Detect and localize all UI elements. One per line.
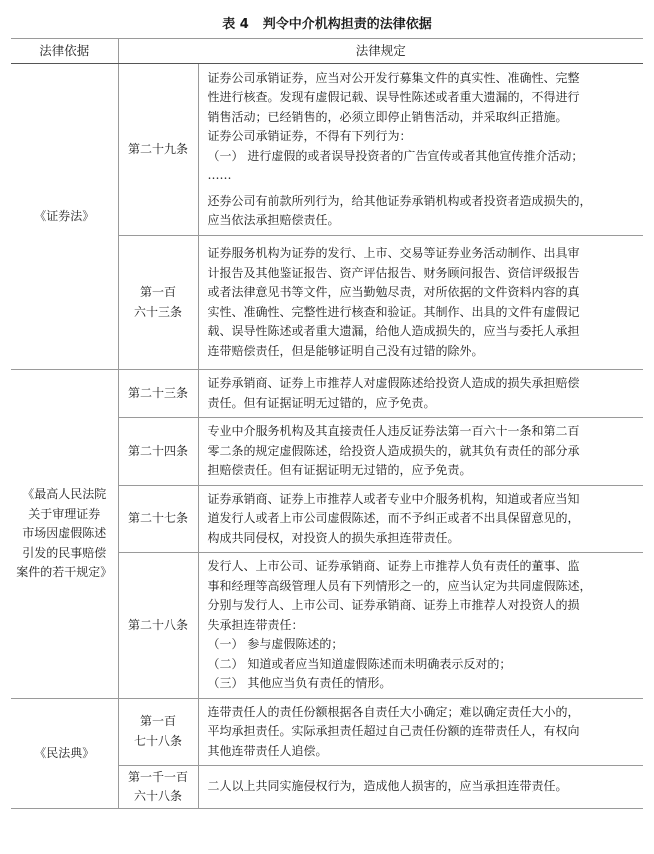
- article-cell: [118, 485, 198, 553]
- provision-line: 连带责任人的责任份额根据各自责任大小确定；难以确定责任大小的，: [207, 704, 580, 719]
- law-name-cell: [11, 64, 118, 370]
- article-cell: [118, 418, 198, 486]
- provision-line: 应当依法承担赔偿责任。: [207, 213, 340, 227]
- provision-text-cell: [198, 370, 643, 418]
- provision-line: 证券承销商、证券上市推荐人或者专业中介服务机构，知道或者应当知: [207, 491, 580, 506]
- law-name-line: 《最高人民法院: [22, 487, 107, 501]
- law-name-line: 市场因虚假陈述: [22, 526, 107, 540]
- provision-line: 性进行核查。发现有虚假记载、误导性陈述或者重大遗漏的，不得进行: [207, 90, 580, 104]
- article-number: 六十三条: [133, 304, 182, 319]
- table-body: [11, 64, 643, 809]
- article-cell: [118, 698, 198, 766]
- law-name-line: 《证券法》: [34, 208, 95, 223]
- provision-line: （一） 参与虚假陈述的；: [207, 637, 344, 651]
- provision-line: 连带赔偿责任，但是能够证明自己没有过错的除外。: [207, 343, 484, 358]
- provision-text-cell: [198, 698, 643, 766]
- provision-line: 零二条的规定虚假陈述，给投资人造成损失的，就其负有责任的部分承: [207, 443, 580, 458]
- table-title: 判令中介机构担责的法律依据: [262, 17, 432, 32]
- article-number: 第一百: [139, 285, 176, 299]
- legal-basis-table: [11, 38, 643, 809]
- article-cell: [118, 766, 198, 809]
- table-row: [11, 64, 643, 236]
- table-row: [11, 698, 643, 766]
- provision-line: 构成共同侵权，对投资人的损失承担连带责任。: [207, 530, 460, 545]
- provision-text-cell: [198, 236, 643, 370]
- article-cell: [118, 370, 198, 418]
- article-cell: [118, 553, 198, 699]
- table-caption: [0, 13, 654, 32]
- provision-text-cell: [198, 766, 643, 809]
- provision-line: 载、误导性陈述或者重大遗漏，给他人造成损失的，应当与委托人承担: [207, 324, 580, 338]
- provision-line: 还券公司有前款所列行为，给其他证券承销机构或者投资者造成损失的，: [207, 193, 592, 208]
- header-row: [11, 39, 643, 64]
- article-cell: [118, 64, 198, 236]
- provision-line: 事和经理等高级管理人员有下列情形之一的，应当认定为共同虚假陈述，: [207, 578, 592, 593]
- provision-line: 道发行人或者上市公司虚假陈述，而不予纠正或者不出具保留意见的，: [207, 511, 580, 525]
- provision-text-cell: [198, 418, 643, 486]
- article-number: 第二十八条: [127, 617, 188, 632]
- law-name-line: 引发的民事赔偿: [22, 545, 107, 560]
- article-number: 第二十三条: [127, 385, 188, 400]
- provision-line: 证券公司承销证券，不得有下列行为：: [207, 129, 412, 143]
- article-number: 第二十九条: [127, 141, 188, 156]
- law-name-line: 案件的若干规定》: [16, 565, 113, 579]
- provision-line: 证券公司承销证券，应当对公开发行募集文件的真实性、准确性、完整: [207, 70, 580, 85]
- article-number: 第二十七条: [127, 511, 188, 525]
- provision-line: 专业中介服务机构及其直接责任人违反证券法第一百六十一条和第二百: [207, 424, 580, 438]
- law-name-line: 《民法典》: [34, 745, 95, 760]
- provision-line: 平均承担责任。实际承担责任超过自己责任份额的连带责任人，有权向: [207, 724, 580, 738]
- provision-line: （一） 进行虚假的或者误导投资者的广告宣传或者其他宣传推介活动；: [207, 148, 584, 163]
- header-legal-basis: 法律依据: [11, 39, 118, 64]
- law-name-cell: [11, 698, 118, 809]
- article-number: 六十八条: [133, 789, 182, 803]
- provision-line: 失承担连带责任：: [207, 617, 304, 632]
- provision-line: 或者法律意见书等文件，应当勤勉尽责，对所依据的文件资料内容的真: [207, 285, 580, 299]
- header-legal-provision: 法律规定: [118, 39, 643, 64]
- provision-line: 证券承销商、证券上市推荐人对虚假陈述给投资人造成的损失承担赔偿: [207, 376, 580, 390]
- provision-line: （三） 其他应当负有责任的情形。: [207, 676, 392, 690]
- provision-text-cell: [198, 64, 643, 236]
- provision-line: 分别与发行人、上市公司、证券承销商、证券上市推荐人对投资人的损: [207, 598, 580, 612]
- provision-line: （二） 知道或者应当知道虚假陈述而未明确表示反对的；: [207, 656, 512, 671]
- provision-line: 证券服务机构为证券的发行、上市、交易等证券业务活动制作、出具审: [207, 246, 580, 260]
- provision-line: 计报告及其他鉴证报告、资产评估报告、财务顾问报告、资信评级报告: [207, 265, 580, 280]
- article-number: 第一百: [139, 714, 176, 729]
- provision-line: 销售活动；已经销售的，必须立即停止销售活动，并采取纠正措施。: [207, 109, 568, 124]
- article-number: 第一千一百: [127, 769, 188, 784]
- provision-line: 发行人、上市公司、证券承销商、证券上市推荐人负有责任的董事、监: [207, 559, 580, 573]
- provision-line: 担赔偿责任。但有证据证明无过错的，应予免责。: [207, 463, 472, 477]
- law-name-line: 关于审理证券: [28, 506, 101, 521]
- provision-line: 实性、准确性、完整性进行核查和验证。其制作、出具的文件有虚假记: [207, 304, 580, 319]
- article-number: 七十八条: [133, 733, 182, 748]
- provision-line: 责任。但有证据证明无过错的，应予免责。: [207, 395, 436, 410]
- article-number: 第二十四条: [127, 443, 188, 458]
- provision-text-cell: [198, 485, 643, 553]
- table-number: 表 4: [222, 17, 249, 32]
- provision-line: 二人以上共同实施侵权行为，造成他人损害的，应当承担连带责任。: [207, 779, 568, 794]
- provision-text-cell: [198, 553, 643, 699]
- provision-line: 其他连带责任人追偿。: [207, 743, 328, 758]
- provision-line: ……: [207, 168, 232, 182]
- law-name-cell: [11, 370, 118, 699]
- table-row: [11, 370, 643, 418]
- article-cell: [118, 236, 198, 370]
